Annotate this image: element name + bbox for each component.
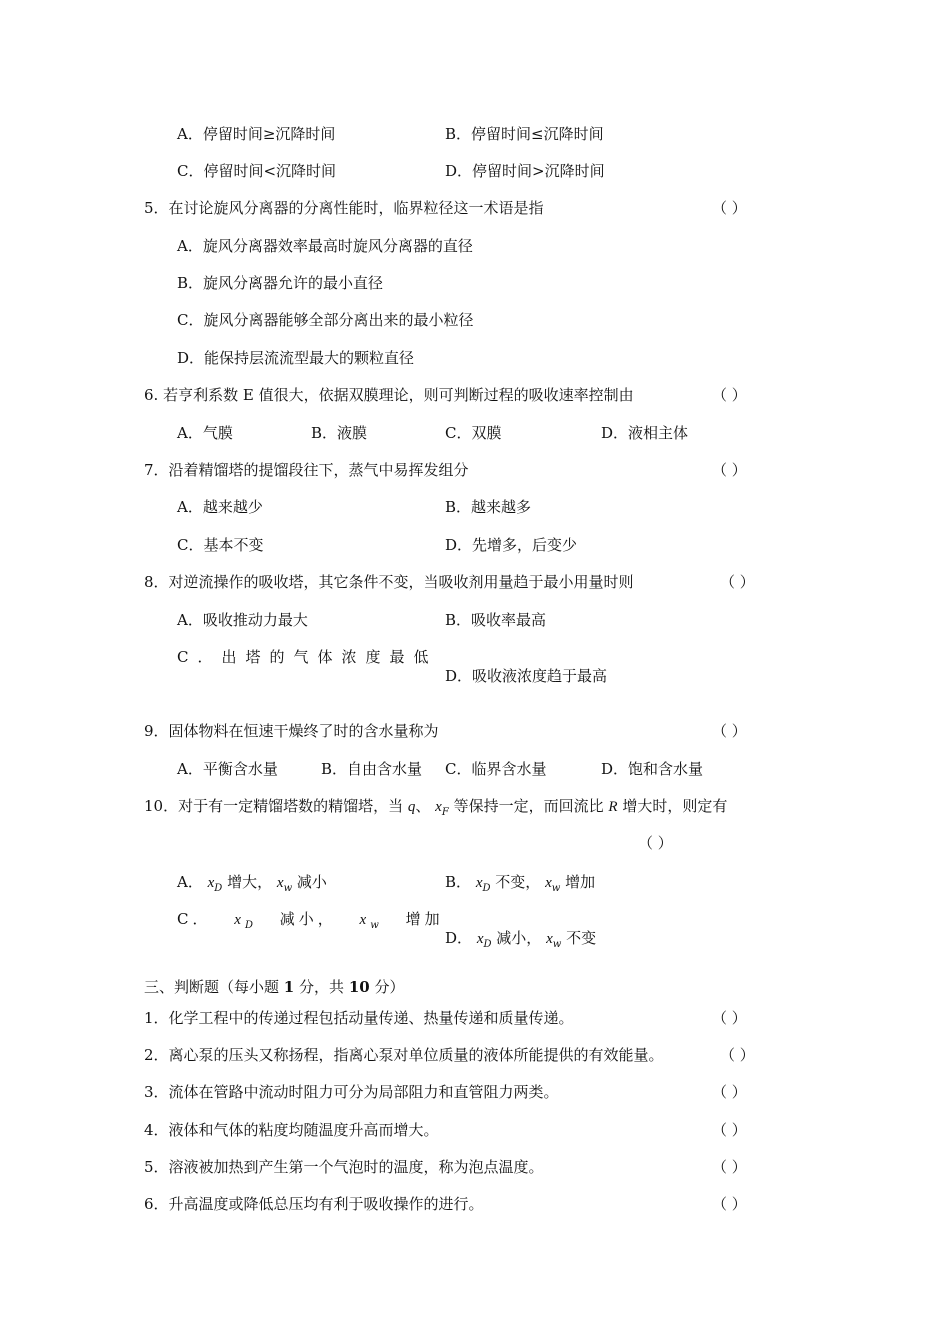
judgment-3-paren: （ ） xyxy=(712,1083,747,1101)
q10-option-a xyxy=(177,872,327,893)
q5-option-b: B．旋风分离器允许的最小直径 xyxy=(177,274,384,292)
q10-option-a-x1: x xyxy=(207,875,215,891)
q10-option-c xyxy=(177,909,444,930)
q9-option-c: C．临界含水量 xyxy=(445,760,547,778)
section-3-heading-suffix: 分） xyxy=(374,978,405,996)
q10-option-a-t1: 增大， xyxy=(227,873,273,891)
judgment-2: 2．离心泵的压头又称扬程，指离心泵对单位质量的液体所能提供的有效能量。 xyxy=(144,1046,664,1064)
q9-stem: 9．固体物料在恒速干燥终了时的含水量称为 xyxy=(144,722,439,740)
q10-option-b-sub-w: w xyxy=(551,883,561,894)
q6-option-d: D．液相主体 xyxy=(601,424,689,442)
judgment-5: 5．溶液被加热到产生第一个气泡时的温度，称为泡点温度。 xyxy=(144,1158,544,1176)
q8-option-d: D．吸收液浓度趋于最高 xyxy=(445,667,608,685)
q6-option-c: C．双膜 xyxy=(445,424,502,442)
q10-var-r: R xyxy=(608,799,618,815)
q10-option-c-sub-w: w xyxy=(370,920,383,931)
q6-option-b: B．液膜 xyxy=(311,424,368,442)
q10-var-x: x xyxy=(435,799,442,815)
q10-option-a-sub-w: w xyxy=(283,883,293,894)
q5-option-d: D．能保持层流流型最大的颗粒直径 xyxy=(177,349,415,367)
q5-option-c: C．旋风分离器能够全部分离出来的最小粒径 xyxy=(177,311,474,329)
q6-answer-paren: （ ） xyxy=(712,386,747,404)
q10-answer-paren: （ ） xyxy=(638,834,673,852)
q8-answer-paren: （ ） xyxy=(720,573,755,591)
q10-stem-mid: 等保持一定，而回流比 xyxy=(453,797,604,815)
section-3-heading-mid: 分，共 xyxy=(299,978,345,996)
q6-stem: 6. 若亨利系数 E 值很大，依据双膜理论，则可判断过程的吸收速率控制由 xyxy=(144,386,634,404)
judgment-2-paren: （ ） xyxy=(720,1046,755,1064)
q10-option-d-t2: 不变 xyxy=(566,929,597,947)
q10-stem-suffix: 增大时，则定有 xyxy=(622,797,728,815)
q9-option-d: D．饱和含水量 xyxy=(601,760,704,778)
q4-option-b: B．停留时间≤沉降时间 xyxy=(445,125,604,143)
q10-option-b-t2: 增加 xyxy=(565,873,596,891)
q10-option-b-label: B． xyxy=(445,873,472,891)
q5-answer-paren: （ ） xyxy=(712,199,747,217)
section-3-heading-prefix: 三、判断题（每小题 xyxy=(144,978,280,996)
q10-option-a-t2: 减小 xyxy=(296,873,327,891)
section-3-score-each: 1 xyxy=(283,978,295,996)
q7-option-c: C．基本不变 xyxy=(177,536,264,554)
q10-option-b-x1: x xyxy=(475,875,483,891)
q10-option-a-sub-d: D xyxy=(214,883,223,894)
judgment-3: 3．流体在管路中流动时阻力可分为局部阻力和直管阻力两类。 xyxy=(144,1083,559,1101)
q8-option-c: C．出塔的气体浓度最低 xyxy=(177,648,438,666)
q8-option-b: B．吸收率最高 xyxy=(445,611,547,629)
judgment-6: 6．升高温度或降低总压均有利于吸收操作的进行。 xyxy=(144,1195,484,1213)
q10-option-b-t1: 不变， xyxy=(495,873,541,891)
q10-option-b-x2: x xyxy=(545,875,552,891)
q10-option-c-t1: 减小， xyxy=(279,910,337,928)
section-3-score-total: 10 xyxy=(348,978,370,996)
q9-option-b: B．自由含水量 xyxy=(321,760,423,778)
q5-stem: 5．在讨论旋风分离器的分离性能时，临界粒径这一术语是指 xyxy=(144,199,544,217)
q4-option-d: D．停留时间>沉降时间 xyxy=(445,162,605,180)
q10-stem xyxy=(144,796,727,817)
q10-option-d-sub-d: D xyxy=(483,939,492,950)
judgment-1-paren: （ ） xyxy=(712,1009,747,1027)
q6-option-a: A．气膜 xyxy=(177,424,233,442)
judgment-4-paren: （ ） xyxy=(712,1121,747,1139)
judgment-5-paren: （ ） xyxy=(712,1158,747,1176)
q10-option-a-x2: x xyxy=(276,875,284,891)
q10-stem-prefix: 10．对于有一定精馏塔数的精馏塔，当 xyxy=(144,797,404,815)
judgment-1: 1．化学工程中的传递过程包括动量传递、热量传递和质量传递。 xyxy=(144,1009,574,1027)
q10-option-c-label: C． xyxy=(177,910,212,928)
q10-option-d-x2: x xyxy=(546,931,553,947)
q5-option-a: A．旋风分离器效率最高时旋风分离器的直径 xyxy=(177,237,473,255)
q10-sep: 、 xyxy=(415,797,431,815)
q7-stem: 7．沿着精馏塔的提馏段往下，蒸气中易挥发组分 xyxy=(144,461,469,479)
q10-option-d-label: D． xyxy=(445,929,473,947)
q8-stem: 8．对逆流操作的吸收塔，其它条件不变，当吸收剂用量趋于最小用量时则 xyxy=(144,573,634,591)
q10-option-c-x1: x xyxy=(234,912,245,928)
q10-option-a-label: A． xyxy=(177,873,203,891)
q9-answer-paren: （ ） xyxy=(712,722,747,740)
judgment-4: 4．液体和气体的粘度均随温度升高而增大。 xyxy=(144,1121,439,1139)
judgment-6-paren: （ ） xyxy=(712,1195,747,1213)
q10-option-d xyxy=(445,928,596,949)
q10-option-b xyxy=(445,872,595,893)
q10-option-c-sub-d: D xyxy=(244,920,257,931)
q10-option-c-t2: 增加 xyxy=(405,910,444,928)
q7-answer-paren: （ ） xyxy=(712,461,747,479)
q10-option-b-sub-d: D xyxy=(482,883,491,894)
q4-option-c: C．停留时间<沉降时间 xyxy=(177,162,337,180)
q10-option-d-x1: x xyxy=(476,931,484,947)
q9-option-a: A．平衡含水量 xyxy=(177,760,278,778)
q7-option-d: D．先增多，后变少 xyxy=(445,536,578,554)
q10-option-c-x2: x xyxy=(359,912,371,928)
section-3-heading xyxy=(144,977,404,997)
q7-option-a: A．越来越少 xyxy=(177,498,263,516)
q4-option-a: A．停留时间≥沉降时间 xyxy=(177,125,336,143)
q8-option-a: A．吸收推动力最大 xyxy=(177,611,308,629)
q10-option-d-t1: 减小， xyxy=(496,929,542,947)
q7-option-b: B．越来越多 xyxy=(445,498,532,516)
q10-var-q: q xyxy=(407,799,416,815)
q10-option-d-sub-w: w xyxy=(552,939,562,950)
q10-sub-f: F xyxy=(441,807,449,818)
